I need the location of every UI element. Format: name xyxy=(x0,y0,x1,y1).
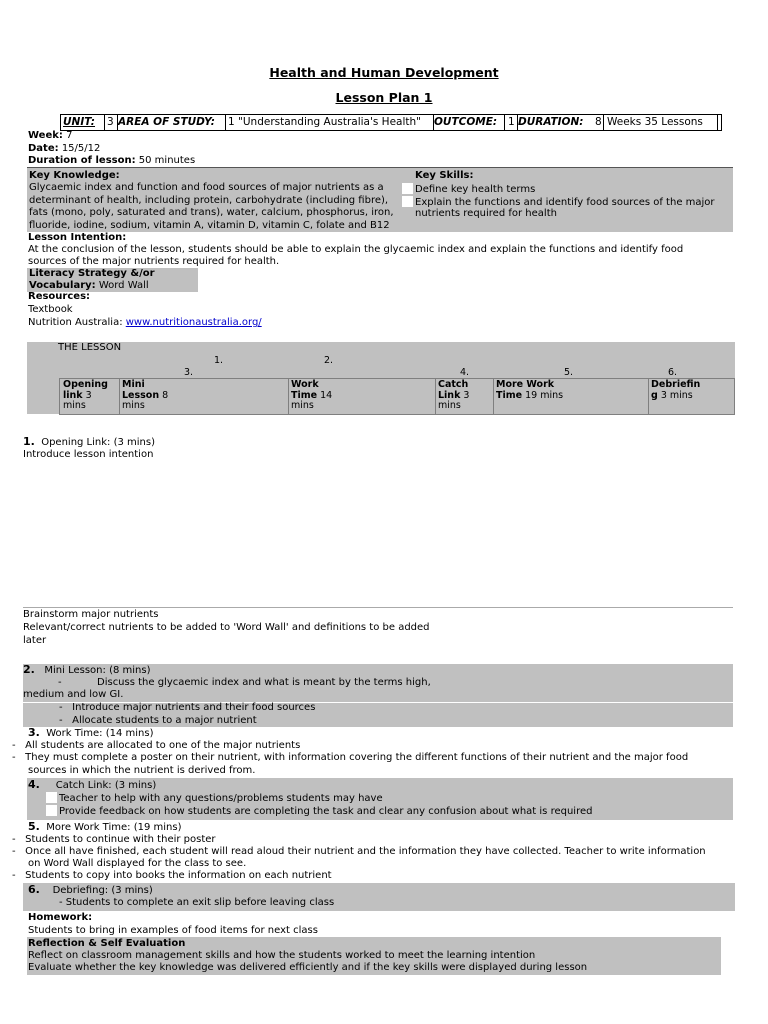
lesson-overview-table xyxy=(59,378,735,415)
lesson-intention-line2: sources of the major nutrients required for health. xyxy=(28,256,280,267)
section-2-line2: medium and low GI. xyxy=(23,689,124,700)
section-5-line1: - Students to continue with their poster xyxy=(12,834,216,845)
section-1-line2: Brainstorm major nutrients xyxy=(23,609,159,620)
section-1-line3: Relevant/correct nutrients to be added to 'Word Wall' and definitions to be added xyxy=(23,622,430,633)
checkbox-icon xyxy=(46,792,57,803)
lesson-step-number-2: 2. xyxy=(324,355,334,366)
nutrition-australia-link[interactable]: www.nutritionaustralia.org/ xyxy=(125,317,262,328)
outcome-value: 1 xyxy=(508,116,515,128)
section-2-line1: Discuss the glycaemic index and what is meant by the terms high, xyxy=(97,677,431,688)
key-knowledge-text: Glycaemic index and function and food sources of major nutrients as a determinant of health, including protein, carbohydrate (including fibre), fats (mono, poly, saturated and trans), water, calcium, phosphorus, iron, fluoride, iodine, sodium, vitamin A, vitamin D, vitamin C, folate and B12 xyxy=(29,182,394,231)
resource-nutrition-australia: Nutrition Australia: www.nutritionaustralia.org/ xyxy=(28,317,262,328)
duration-value: 8 xyxy=(595,116,602,128)
section-3-line1: - All students are allocated to one of the major nutrients xyxy=(12,740,301,751)
checkbox-icon xyxy=(402,183,413,194)
section-1-line1: Introduce lesson intention xyxy=(23,449,154,460)
lesson-cell-mini-lesson: Mini Lesson 8 mins xyxy=(122,379,169,411)
section-5-line2: - Once all have finished, each student will read aloud their nutrient and the information they have collected. Teacher to write information xyxy=(12,846,706,857)
key-skills-heading: Key Skills: xyxy=(415,170,474,181)
duration-text: Weeks 35 Lessons xyxy=(607,116,703,128)
resource-textbook: Textbook xyxy=(28,304,73,315)
checkbox-icon xyxy=(402,196,413,207)
lesson-cell-debriefing: Debriefin g 3 mins xyxy=(651,379,701,401)
section-6-heading: 6. Debriefing: (3 mins) xyxy=(28,883,153,896)
lesson-step-number-3: 3. xyxy=(184,367,194,378)
section-3-line2: - They must complete a poster on their nutrient, with information covering the different functions of their nutrient and the major food xyxy=(12,752,689,763)
homework-line1: Students to bring in examples of food items for next class xyxy=(28,925,318,936)
duration-label: DURATION: xyxy=(518,116,584,128)
section-4-line1: Teacher to help with any questions/problems students may have xyxy=(46,792,383,806)
reflection-line2: Evaluate whether the key knowledge was delivered efficiently and if the key skills were displayed during lesson xyxy=(28,962,588,973)
section-2-line4: - Allocate students to a major nutrient xyxy=(59,715,257,726)
the-lesson-heading: THE LESSON xyxy=(58,342,122,353)
key-knowledge-heading: Key Knowledge: xyxy=(29,170,120,181)
key-skill-item-2-cont: nutrients required for health xyxy=(415,208,557,219)
week-line: Week: 7 xyxy=(28,130,73,141)
lesson-plan-title: Lesson Plan 1 xyxy=(335,90,433,105)
lesson-intention-heading: Lesson Intention: xyxy=(28,232,127,243)
resources-heading: Resources: xyxy=(28,291,91,302)
area-label: AREA OF STUDY: xyxy=(118,116,215,128)
section-1-heading: 1. Opening Link: (3 mins) xyxy=(23,435,155,448)
literacy-heading: Literacy Strategy &/or xyxy=(29,268,155,279)
reflection-line1: Reflect on classroom management skills and how the students worked to meet the learning intention xyxy=(28,950,536,961)
lesson-step-number-5: 5. xyxy=(564,367,574,378)
lesson-step-number-6: 6. xyxy=(668,367,678,378)
unit-label: UNIT: xyxy=(63,116,96,128)
section-5-heading: 5. More Work Time: (19 mins) xyxy=(28,820,182,833)
section-4-line2: Provide feedback on how students are completing the task and clear any confusion about what is required xyxy=(46,805,592,819)
section-6-line1: - Students to complete an exit slip before leaving class xyxy=(59,897,335,908)
unit-info-row xyxy=(60,114,722,131)
lesson-cell-more-work: More Work Time 19 mins xyxy=(496,379,564,401)
section-3-line3: sources in which the nutrient is derived from. xyxy=(28,765,256,776)
vocabulary-line: Vocabulary: Word Wall xyxy=(29,280,149,291)
lesson-duration-line: Duration of lesson: 50 minutes xyxy=(28,155,196,166)
section-2-heading: 2. Mini Lesson: (8 mins) xyxy=(23,663,151,676)
section-2-line3: - Introduce major nutrients and their food sources xyxy=(59,702,316,713)
date-line: Date: 15/5/12 xyxy=(28,143,101,154)
section-1-line4: later xyxy=(23,635,47,646)
checkbox-icon xyxy=(46,805,57,816)
lesson-cell-catch-link: Catch Link 3 mins xyxy=(438,379,470,411)
unit-value: 3 xyxy=(107,116,114,128)
homework-heading: Homework: xyxy=(28,912,93,923)
lesson-cell-opening: Opening link 3 mins xyxy=(63,379,108,411)
lesson-cell-work-time: Work Time 14 mins xyxy=(291,379,333,411)
section-3-heading: 3. Work Time: (14 mins) xyxy=(28,726,154,739)
key-skill-item-2: Explain the functions and identify food sources of the major xyxy=(402,196,715,210)
lesson-step-number-1: 1. xyxy=(214,355,224,366)
outcome-label: OUTCOME: xyxy=(434,116,498,128)
section-5-line4: - Students to copy into books the information on each nutrient xyxy=(12,870,332,881)
lesson-intention-line1: At the conclusion of the lesson, students should be able to explain the glycaemic index and explain the functions and identify food xyxy=(28,244,684,255)
lesson-step-number-4: 4. xyxy=(460,367,470,378)
key-skill-item-1: Define key health terms xyxy=(402,183,535,197)
section-4-heading: 4. Catch Link: (3 mins) xyxy=(28,778,157,791)
section-5-line3: on Word Wall displayed for the class to see. xyxy=(28,858,247,869)
section-2-dash: - xyxy=(58,677,62,688)
area-value: 1 "Understanding Australia's Health" xyxy=(228,116,421,128)
document-title: Health and Human Development xyxy=(269,65,499,80)
reflection-heading: Reflection & Self Evaluation xyxy=(28,938,186,949)
